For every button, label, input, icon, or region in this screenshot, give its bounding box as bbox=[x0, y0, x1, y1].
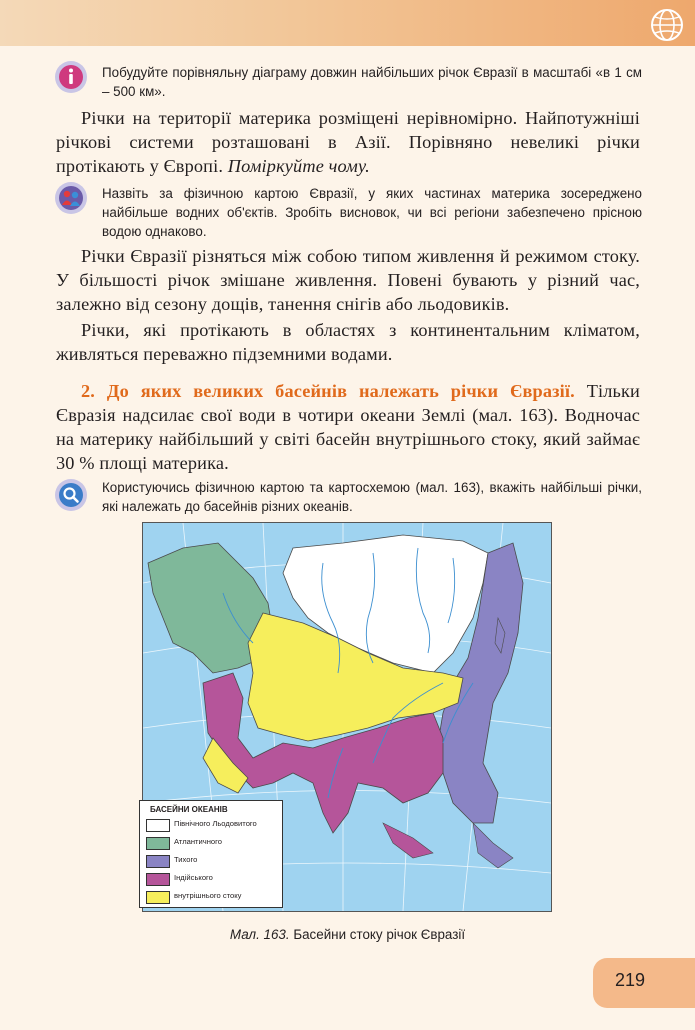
section-heading: 2. До яких великих басейнів належать річки Євразії. bbox=[81, 381, 575, 401]
legend-swatch bbox=[146, 891, 170, 904]
legend-label: внутрішнього стоку bbox=[174, 891, 242, 900]
legend-swatch bbox=[146, 819, 170, 832]
task-info-text: Побудуйте порівняльну діаграму довжин найбільших річок Євразії в масштабі «в 1 см – 500 км». bbox=[102, 65, 642, 99]
page-number: 219 bbox=[614, 970, 646, 990]
paragraph-rivers-distribution bbox=[56, 106, 640, 178]
legend-swatch bbox=[146, 855, 170, 868]
magnifier-icon bbox=[54, 478, 88, 512]
globe-icon bbox=[650, 8, 684, 42]
legend-row-indian bbox=[146, 872, 280, 886]
paragraph-text: Тільки Євразія надсилає свої води в чотири океани Землі (мал. 163). Водночас на материку найбільший у світі басейн внутрішнього стоку, який займає 30 % площі материка. bbox=[56, 381, 640, 473]
legend-label: Атлантичного bbox=[174, 837, 222, 846]
legend-label: Індійського bbox=[174, 873, 213, 882]
think-prompt: Поміркуйте чому. bbox=[227, 156, 370, 176]
legend-title: БАСЕЙНИ ОКЕАНІВ bbox=[150, 805, 228, 814]
paragraph-river-feeding bbox=[56, 244, 640, 316]
legend-row-internal bbox=[146, 890, 280, 904]
figure-number: Мал. 163. bbox=[229, 927, 290, 942]
legend-label: Тихого bbox=[174, 855, 198, 864]
legend-swatch bbox=[146, 837, 170, 850]
paragraph-text: Річки Євразії різняться між собою типом живлення й режимом стоку. У більшості річок змішане живлення. Повені бувають у різний час, залежно від сезону дощів, танення снігів або льодовиків. bbox=[56, 246, 640, 314]
figure-caption bbox=[0, 927, 695, 942]
legend-row-atlantic bbox=[146, 836, 280, 850]
paragraph-text: Річки, які протікають в областях з континентальним кліматом, живляться переважно підземними водами. bbox=[56, 320, 640, 364]
paragraph-ocean-basins bbox=[56, 379, 640, 475]
legend-row-pacific bbox=[146, 854, 280, 868]
legend-row-arctic bbox=[146, 818, 280, 832]
task-search-text: Користуючись фізичною картою та картосхемою (мал. 163), вкажіть найбільші річки, які належать до басейнів різних океанів. bbox=[102, 480, 642, 514]
task-discussion-text: Назвіть за фізичною картою Євразії, у яких частинах материка зосереджено найбільше водних об'єктів. Зробіть висновок, чи всі регіони забезпечено прісною водою однаково. bbox=[102, 186, 642, 239]
top-decorative-band bbox=[0, 0, 695, 46]
figure-title: Басейни стоку річок Євразії bbox=[289, 927, 466, 942]
info-icon bbox=[54, 60, 88, 94]
legend-label: Північного Льодовитого bbox=[174, 819, 257, 828]
legend-swatch bbox=[146, 873, 170, 886]
group-discussion-icon bbox=[54, 181, 88, 215]
paragraph-continental-rivers bbox=[56, 318, 640, 366]
map-legend bbox=[139, 800, 283, 908]
paragraph-text: Річки на території материка розміщені нерівномірно. Найпотужніші річкові системи розташовані в Азії. Порівняно невеликі річки протікають у Європі. bbox=[56, 108, 640, 176]
